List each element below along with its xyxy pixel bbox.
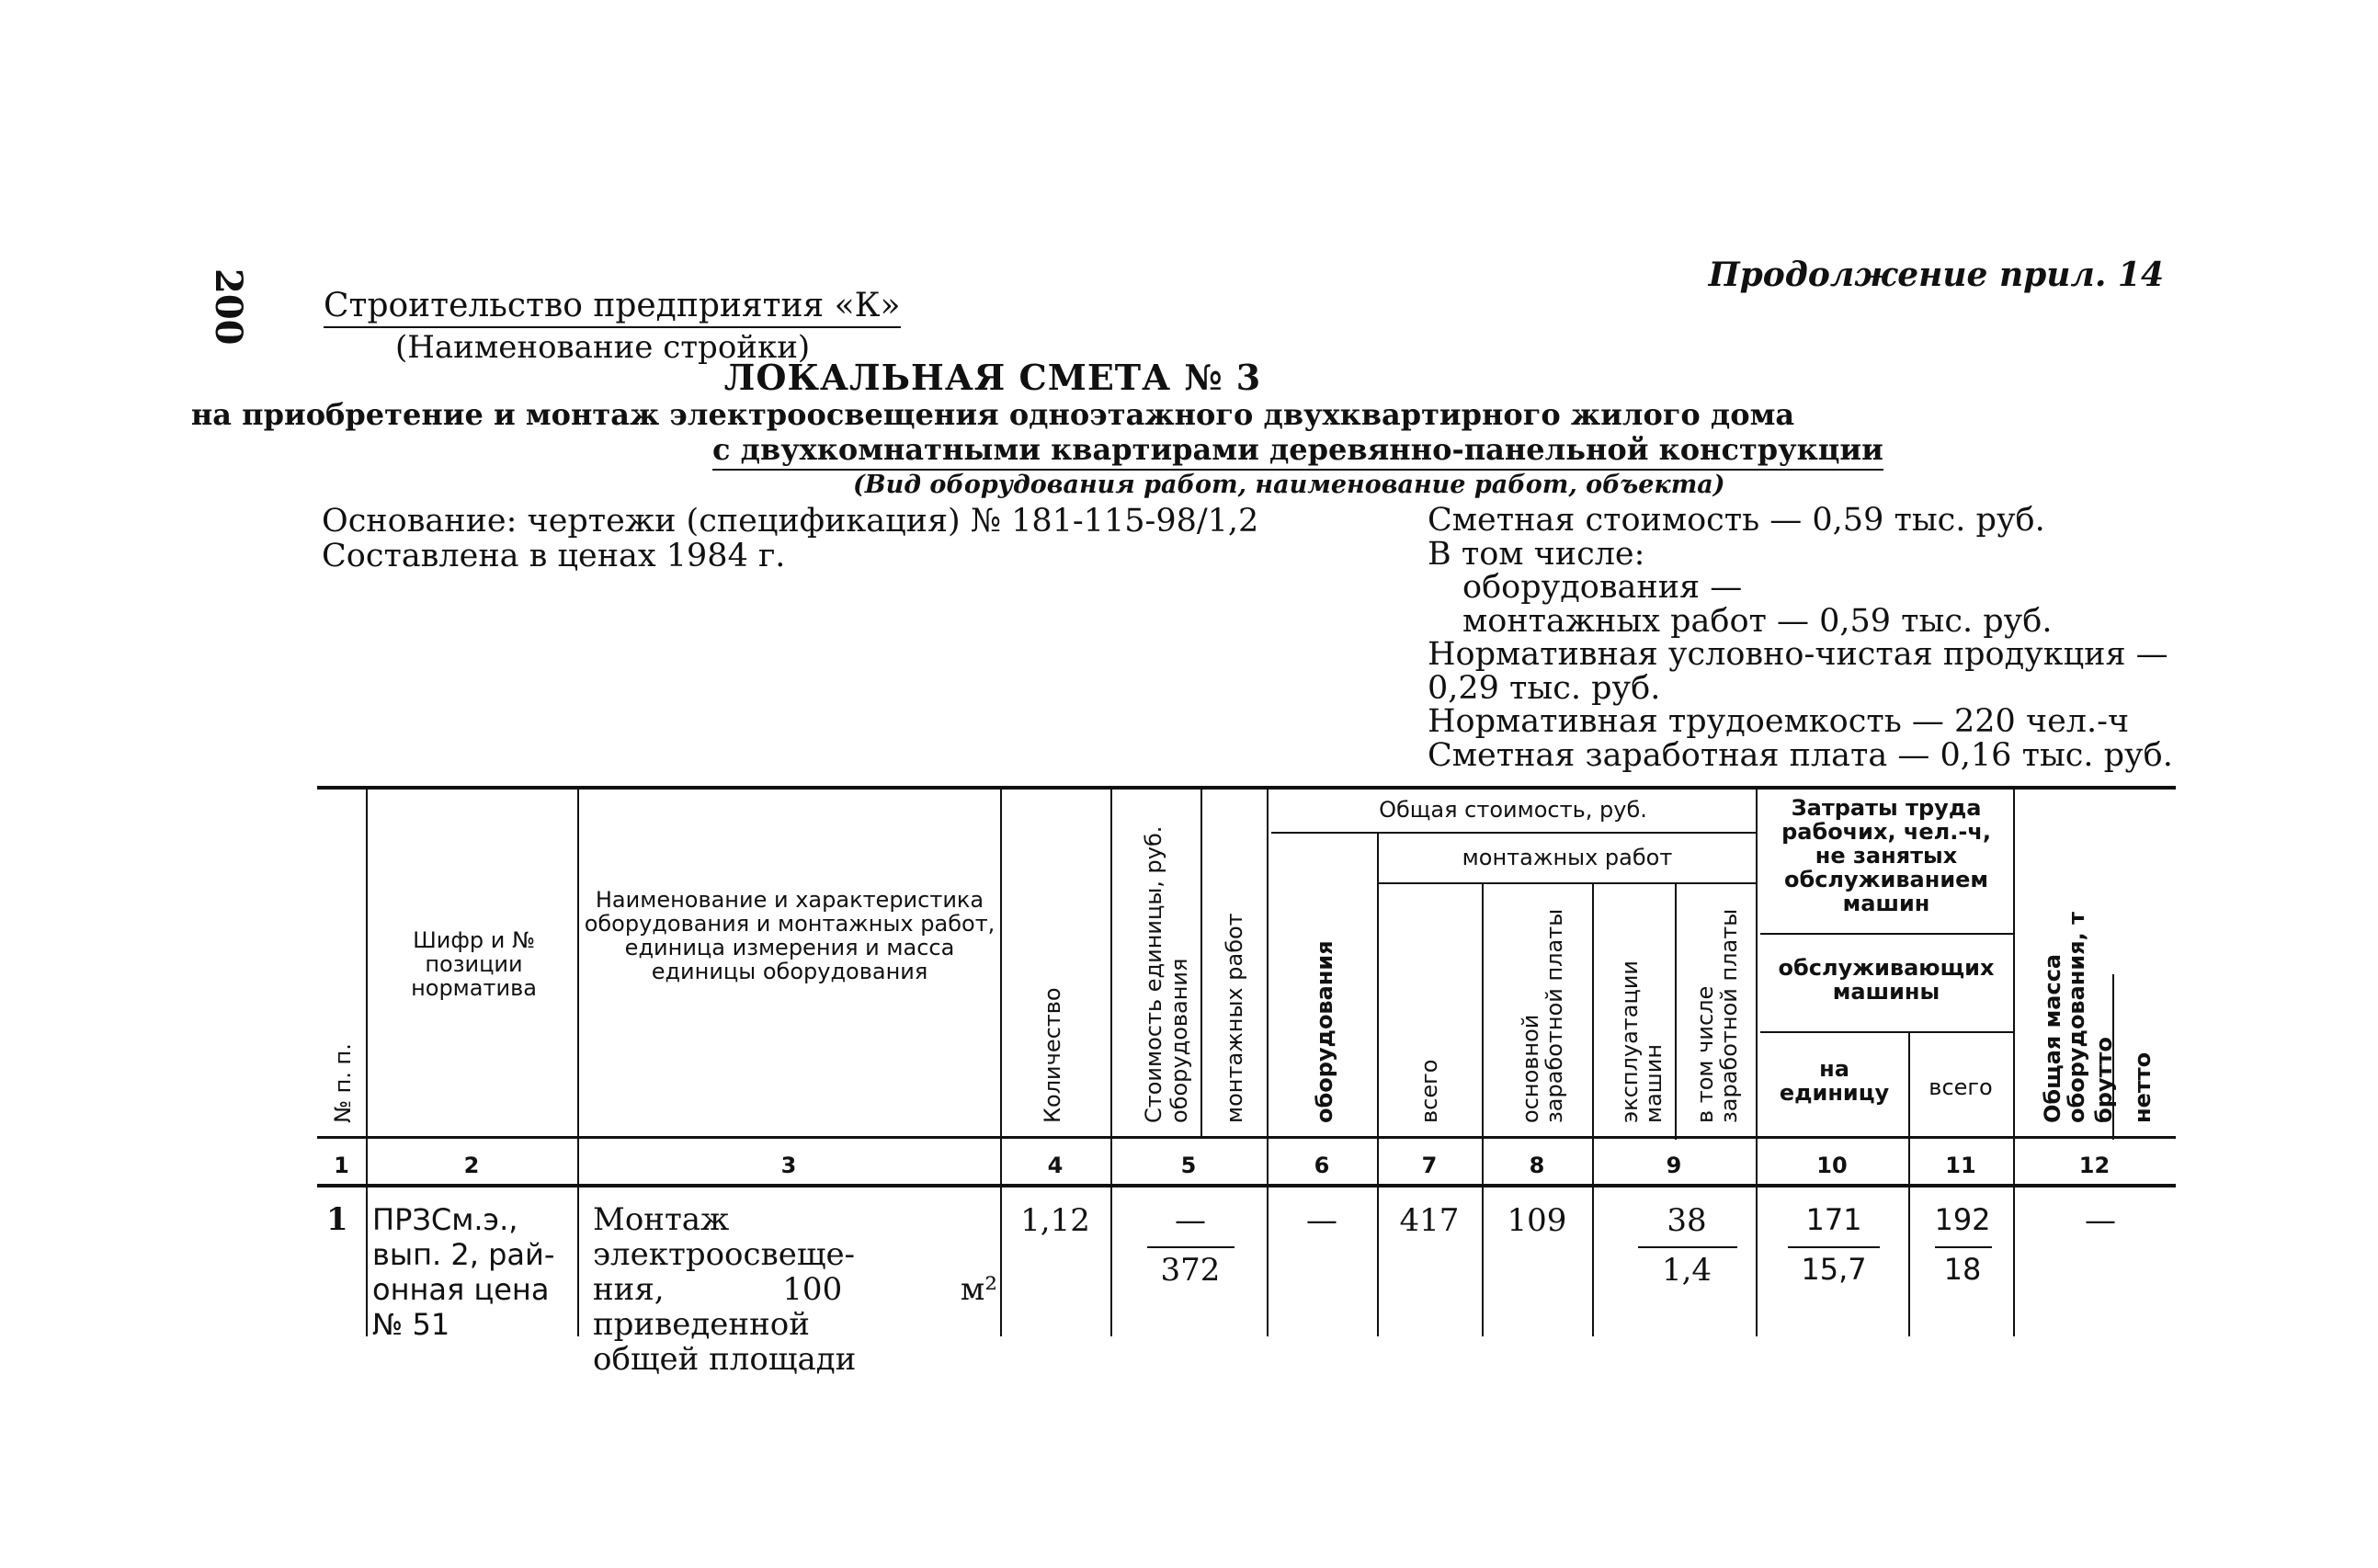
col-sep [1000,790,1002,1336]
column-number: 9 [1666,1153,1682,1178]
header-operation: эксплуатации машин [1617,960,1667,1123]
project-caption: (Наименование стройки) [395,329,811,366]
header-total-cost: Общая стоимость, руб. [1379,797,1647,823]
header-num: № п. п. [330,1043,356,1123]
col-sep [2013,790,2015,1336]
header-labor-costs: Затраты труда рабочих, чел.-ч, не занятых обслуживанием машин [1781,795,1991,916]
header-mass: Общая масса оборудования, т [2040,911,2089,1123]
header-name: Наименование и характеристика оборудования и монтажных работ, единица измерения и масса единицы оборудования [584,887,996,984]
row-labor-all-top: 192 [1934,1202,1991,1237]
col-sep [1482,882,1484,1336]
header-code: Шифр и № позиции норматива [411,927,537,1001]
col-sep [1756,790,1758,1336]
fraction-line [1788,1246,1880,1248]
row-name [593,1202,997,1377]
basis-line: Основание: чертежи (спецификация) № 181-115-98/1,2 [322,503,1259,540]
column-number: 2 [463,1153,480,1178]
row-num: 1 [326,1201,348,1238]
rule [1760,933,2013,935]
table-top-rule [317,786,2176,790]
numbers-bottom-rule [317,1184,2176,1187]
header-unit-equipment: оборудования [1166,958,1192,1123]
document-subtitle-line-2: с двухкомнатными квартирами деревянно-панельной конструкции [712,432,1883,471]
basis-block [322,504,1258,574]
col-sep [577,790,579,1336]
rule [1760,1031,2013,1033]
document-title: ЛОКАЛЬНАЯ СМЕТА № 3 [723,357,1262,398]
fraction-line [1638,1246,1737,1248]
header-unit-cost: Стоимость единицы, руб. [1141,825,1166,1123]
header-per-unit: на единицу [1779,1056,1890,1106]
col-sep [1200,790,1202,1139]
row-total-equipment: — [1306,1202,1337,1239]
header-install-works: монтажных работ [1462,845,1673,870]
row-unit-equipment: — [1175,1202,1206,1239]
project-name: Строительство предприятия «К» [324,287,901,328]
labor-intensity: Нормативная трудоемкость — 220 чел.-ч [1428,703,2130,740]
column-number: 6 [1314,1153,1330,1178]
header-quantity: Количество [1040,987,1065,1123]
row-code-line: вып. 2, рай- [372,1237,555,1272]
row-code-line: № 51 [372,1307,450,1342]
column-number: 5 [1180,1153,1197,1178]
continuation-label: Продолжение прил. 14 [1708,256,2164,294]
row-install-total: 417 [1399,1202,1460,1239]
row-base-wages: 109 [1507,1202,1567,1239]
fraction-line [1147,1246,1235,1248]
col-sep [1675,882,1677,1140]
document-subtitle-line-1: на приобретение и монтаж электроосвещения одноэтажного двухквартирного жилого дома [190,397,1795,432]
column-number: 8 [1529,1153,1545,1178]
col-sep [1267,790,1269,1336]
row-operation: 38 [1667,1202,1707,1239]
estimated-cost: Сметная стоимость — 0,59 тыс. руб. [1428,502,2045,539]
column-number: 12 [2078,1153,2111,1178]
header-install-total: всего [1417,1059,1442,1123]
row-labor-unit-top: 171 [1805,1202,1862,1237]
net-product-value: 0,29 тыс. руб. [1428,669,1661,707]
column-number: 10 [1816,1153,1848,1178]
rule [1271,832,1756,834]
row-labor-all-bottom: 18 [1943,1252,1982,1287]
header-bottom-rule [317,1136,2176,1139]
col-sep [1592,882,1594,1336]
row-labor-unit-bottom: 15,7 [1801,1252,1867,1287]
page-number: 200 [207,268,250,346]
net-product-label: Нормативная условно-чистая продукция — [1428,636,2168,673]
header-gross: брутто [2091,1037,2117,1123]
row-name-line: ния, 100 м² приведенной [593,1271,997,1343]
col-sep [1110,790,1112,1336]
column-number: 4 [1047,1153,1064,1178]
estimated-wages: Сметная заработная плата — 0,16 тыс. руб. [1428,736,2173,774]
col-sep [366,790,368,1336]
header-labor-all: всего [1929,1074,1993,1100]
row-code [372,1202,554,1342]
header-serving-machines: обслуживающих машины [1778,955,1995,1005]
row-mass: — [2085,1202,2116,1239]
installation-cost: монтажных работ — 0,59 тыс. руб. [1462,602,2053,640]
column-number: 1 [334,1153,349,1178]
row-unit-install: 372 [1160,1252,1221,1289]
row-quantity: 1,12 [1020,1202,1090,1239]
prices-line: Составлена в ценах 1984 г. [322,538,786,574]
subtitle-caption: (Вид оборудования работ, наименование работ, объекта) [853,471,1725,499]
header-total-equipment: оборудования [1312,940,1337,1123]
column-number: 3 [780,1153,797,1178]
including-label: В том числе: [1428,535,1645,573]
fraction-line [1935,1246,1992,1248]
column-number: 11 [1945,1153,1976,1178]
header-net: нетто [2130,1051,2156,1123]
row-name-line: Монтаж электроосвеще- [593,1201,856,1273]
col-sep [1908,1031,1910,1336]
cost-summary [1428,504,2173,772]
column-number: 7 [1421,1153,1438,1178]
header-base-wages: основной заработной платы [1518,908,1567,1123]
row-operation-wages: 1,4 [1661,1252,1712,1289]
col-sep [1377,834,1379,1336]
header-operation-wages: в том числе заработной платы [1692,908,1742,1123]
row-name-line: общей площади [593,1341,857,1378]
row-code-line: ПРЗСм.э., [372,1202,518,1237]
row-code-line: онная цена [372,1272,550,1307]
equipment-cost: оборудования — [1462,569,1743,606]
header-unit-install: монтажных работ [1222,913,1247,1123]
